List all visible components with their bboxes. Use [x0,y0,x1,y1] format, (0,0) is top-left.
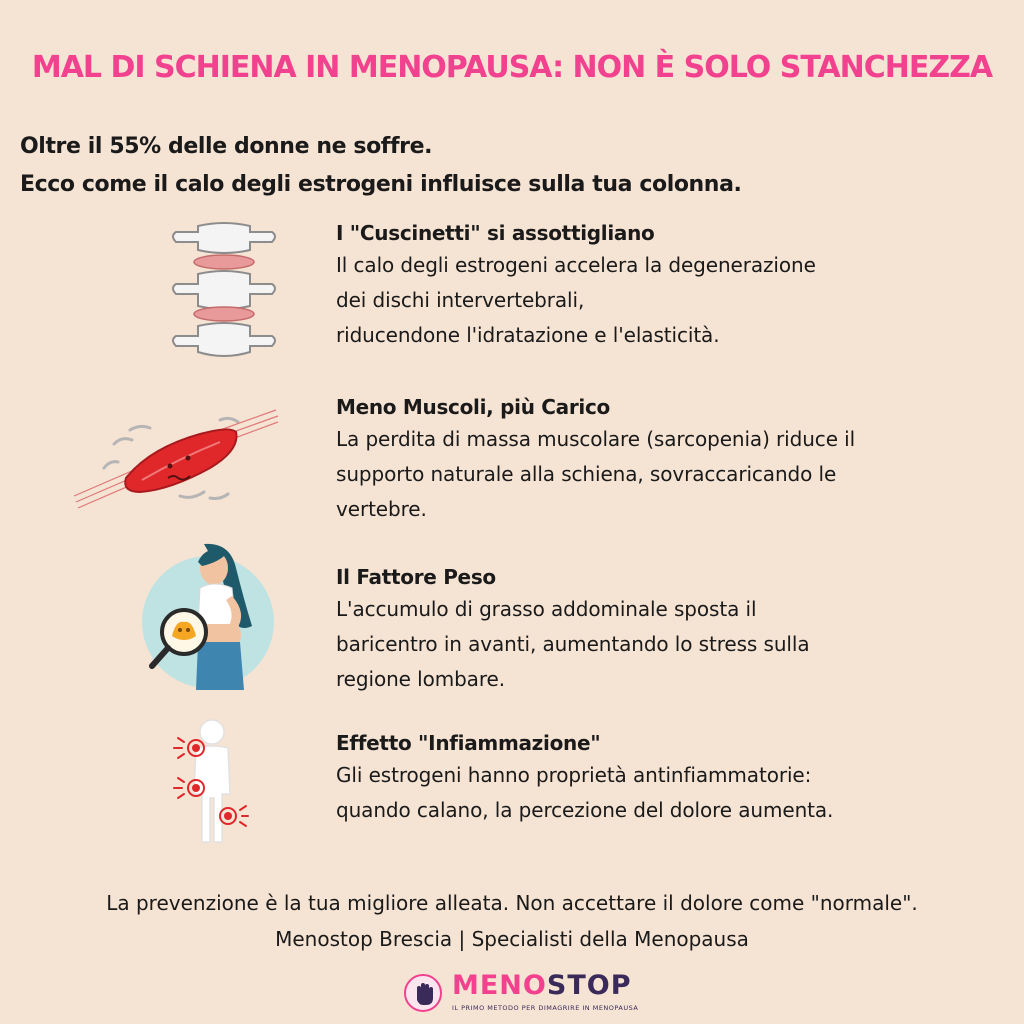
stop-hand-icon [404,974,442,1012]
logo-word-meno: MENO [452,970,547,1001]
page-title: MAL DI SCHIENA IN MENOPAUSA: NON È SOLO STANCHEZZA [31,50,993,85]
logo-tagline: IL PRIMO METODO PER DIMAGRIRE IN MENOPAUSA [452,1004,639,1012]
section-inflammation [336,728,833,828]
section-text-line: Il calo degli estrogeni accelera la degenerazione [336,253,816,277]
intro-line-1: Oltre il 55% delle donne ne soffre. [20,134,433,159]
intro [20,128,741,204]
section-heading: Meno Muscoli, più Carico [336,395,610,419]
spine-discs-icon [168,214,280,360]
menostop-logo [400,968,640,1018]
section-weight [336,562,809,697]
footer-signature: Menostop Brescia | Specialisti della Menopausa [275,927,749,951]
section-heading: Il Fattore Peso [336,565,496,589]
body-inflammation-points-icon [170,718,250,846]
section-text-line: regione lombare. [336,667,505,691]
section-text-line: La perdita di massa muscolare (sarcopenia) riduce il [336,427,856,451]
section-heading: Effetto "Infiammazione" [336,731,601,755]
section-text-line: dei dischi intervertebrali, [336,288,585,312]
intro-line-2: Ecco come il calo degli estrogeni influisce sulla tua colonna. [20,172,742,197]
section-text-line: supporto naturale alla schiena, sovraccaricando le [336,462,837,486]
logo-word-stop: STOP [546,970,632,1001]
section-text-line: baricentro in avanti, aumentando lo stress sulla [336,632,810,656]
section-text-line: quando calano, la percezione del dolore aumenta. [336,798,834,822]
section-muscles [336,392,855,527]
section-text-line: Gli estrogeni hanno proprietà antinfiammatorie: [336,763,812,787]
section-text-line: vertebre. [336,497,427,521]
section-discs [336,218,816,353]
section-text-line: L'accumulo di grasso addominale sposta il [336,597,757,621]
woman-belly-fat-magnifier-icon [140,540,280,690]
section-heading: I "Cuscinetti" si assottigliano [336,221,655,245]
section-text-line: riducendone l'idratazione e l'elasticità. [336,323,720,347]
footer-message: La prevenzione è la tua migliore alleata. Non accettare il dolore come "normale". [106,891,918,915]
tired-muscle-icon [70,398,280,514]
